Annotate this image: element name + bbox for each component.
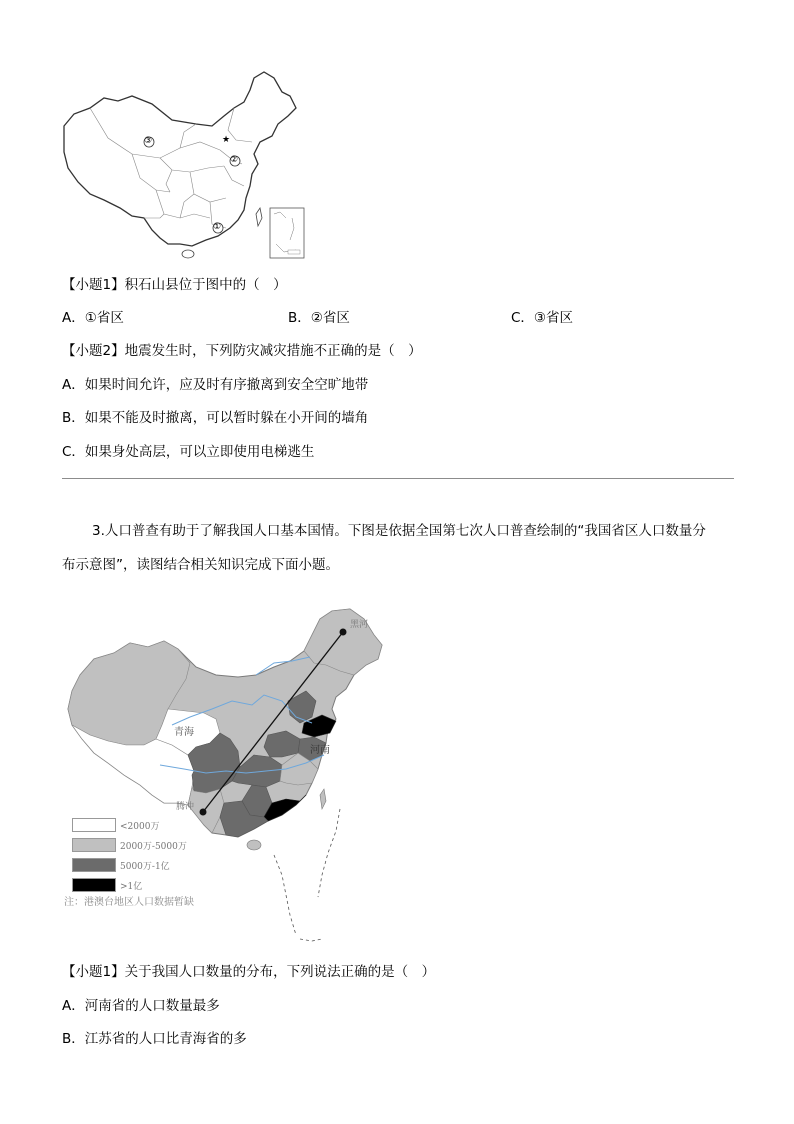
population-map (60, 605, 390, 950)
s2-q1-stem: 【小题1】关于我国人口数量的分布，下列说法正确的是（ ） (62, 964, 436, 980)
intro-line-2: 布示意图”，读图结合相关知识完成下面小题。 (62, 557, 339, 573)
legend-item (72, 855, 187, 875)
legend-label: 2000万-5000万 (120, 841, 187, 852)
legend-swatch (72, 838, 116, 852)
province-label-qinghai: 青海 (174, 727, 194, 738)
q2-option-b: B．如果不能及时撤离，可以暂时躲在小开间的墙角 (62, 410, 369, 426)
map1-label-1: ① (213, 222, 222, 232)
q1-option-b: B．②省区 (288, 310, 350, 326)
china-outline-map (60, 68, 310, 263)
legend-swatch (72, 858, 116, 872)
q2-stem: 【小题2】地震发生时，下列防灾减灾措施不正确的是（ ） (62, 343, 422, 359)
intro-line-1: 3.人口普查有助于了解我国人口基本国情。下图是依据全国第七次人口普查绘制的“我国省区人口数量分 (92, 523, 706, 539)
legend-swatch (72, 818, 116, 832)
q1-stem: 【小题1】积石山县位于图中的（ ） (62, 277, 287, 293)
province-label-henan: 河南 (310, 745, 330, 756)
star-marker-icon: ★ (222, 135, 231, 145)
map-note: 注：港澳台地区人口数据暂缺 (64, 897, 194, 908)
legend-label: >1亿 (120, 881, 143, 892)
q2-option-c: C．如果身处高层，可以立即使用电梯逃生 (62, 444, 315, 460)
q1-option-c: C．③省区 (511, 310, 574, 326)
section-divider (62, 478, 734, 479)
s2-q1-option-a: A．河南省的人口数量最多 (62, 998, 220, 1014)
legend-item (72, 815, 187, 835)
legend-item (72, 875, 187, 895)
legend-item (72, 835, 187, 855)
s2-q1-option-b: B．江苏省的人口比青海省的多 (62, 1031, 247, 1047)
q2-option-a: A．如果时间允许，应及时有序撤离到安全空旷地带 (62, 377, 369, 393)
map1-label-3: ③ (144, 136, 153, 146)
map1-label-2: ② (230, 155, 239, 165)
city-label-heihe: 黑河 (350, 620, 369, 630)
legend-swatch (72, 878, 116, 892)
legend-label: <2000万 (120, 821, 160, 832)
legend (72, 815, 187, 895)
city-label-tengchong: 腾冲 (176, 802, 195, 812)
legend-label: 5000万-1亿 (120, 861, 170, 872)
q1-option-a: A．①省区 (62, 310, 124, 326)
